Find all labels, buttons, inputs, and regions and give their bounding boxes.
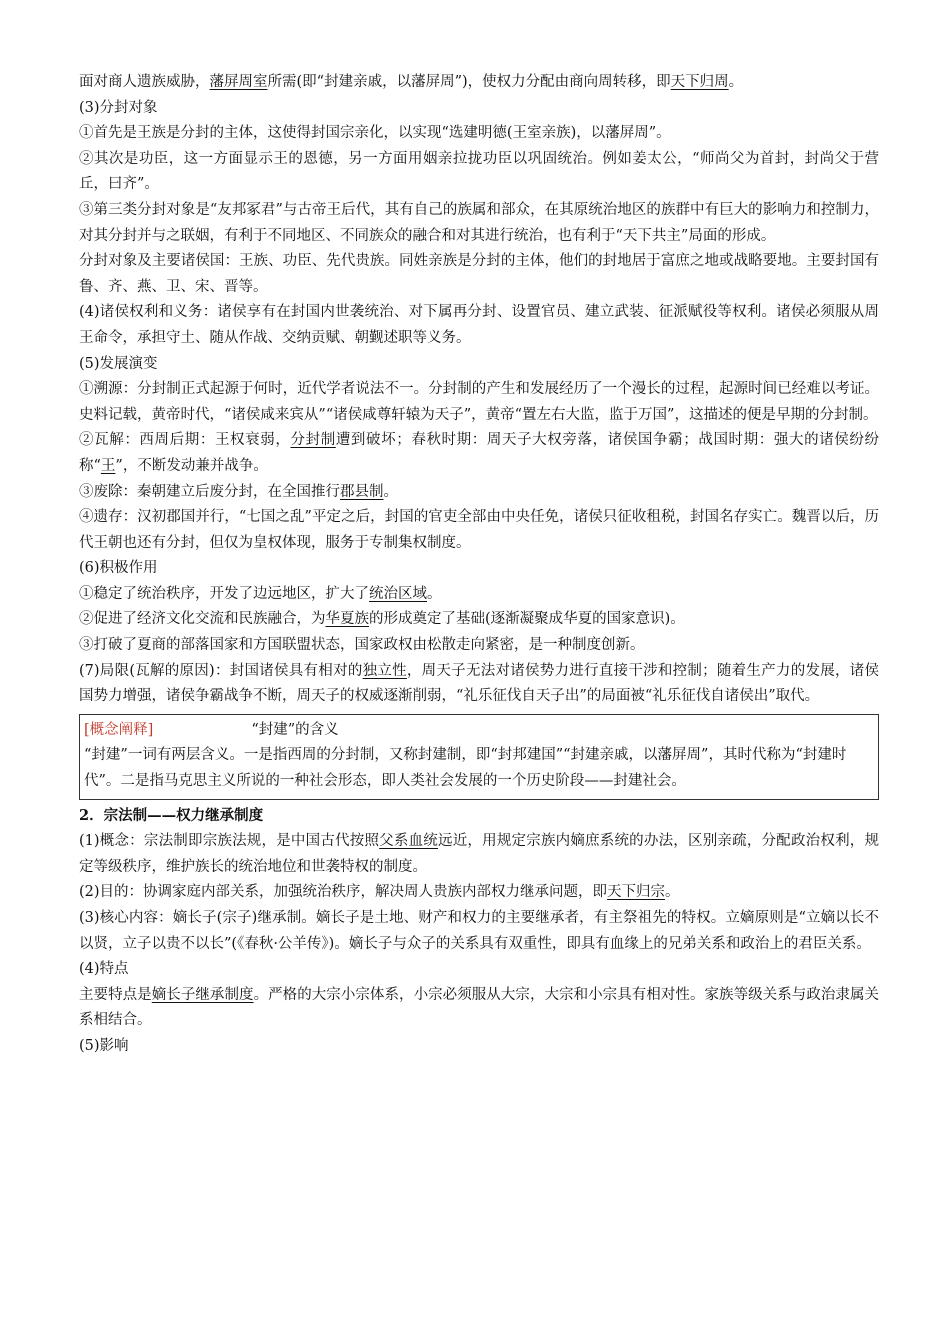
paragraph: [79, 428, 879, 479]
text-run: 遭到破坏；春秋时期：周天子大权旁落，诸侯国争霸；战国时期：强大的诸侯纷纷称“: [79, 432, 880, 474]
text-run: ①首先是王族是分封的主体，这使得封国宗亲化，以实现“选建明德(王室亲族)，以藩屏周”。: [79, 125, 671, 142]
paragraph: [79, 300, 879, 351]
text-run: ”，不断发动兼并战争。: [115, 457, 268, 474]
paragraph: [79, 505, 879, 556]
document-page: [79, 70, 879, 1060]
paragraph: [79, 906, 879, 957]
text-run: 所需(即“封建亲戚，以藩屏周”)，使权力分配由商向周转移，即: [267, 74, 671, 90]
text-run: 主要特点是: [79, 986, 152, 1003]
text-run: 面对商人遗族威胁，: [79, 74, 210, 90]
text-run: (1)概念：宗法制即宗族法规，是中国古代按照: [79, 833, 380, 850]
concept-text: “封建”一词有两层含义。一是指西周的分封制，又称封建制，即“封邦建国”“封建亲戚，以藩屏周”，其时代称为“封建时代”。二是指马克思主义所说的一种社会形态，即人类社会发展的一个历史阶段——封建社会。: [84, 747, 847, 790]
text-run: ②瓦解：西周后期：王权衰弱，: [79, 432, 291, 449]
underlined-keyword: 王: [100, 457, 116, 474]
concept-title: “封建”的含义: [251, 721, 339, 738]
paragraph: [79, 607, 879, 633]
text-run: ③废除：秦朝建立后废分封，在全国推行: [79, 483, 340, 500]
text-run: 远近，用规定宗族内嫡庶系统的办法，区别亲疏，分配政治权利，规定等级秩序，维护族长的统治地位和世袭特权的制度。: [79, 833, 879, 875]
section-zongfa-body: [79, 803, 879, 1060]
text-run: ④遗存：汉初郡国并行，“七国之乱”平定之后，封国的官吏全部由中央任免，诸侯只征收租税，封国名存实亡。魏晋以后，历代王朝也还有分封，但仅为皇权体现，服务于专制集权制度。: [79, 509, 879, 551]
text-run: 。: [728, 74, 744, 90]
text-run: (7)局限(瓦解的原因)：封国诸侯具有相对的: [79, 662, 363, 679]
text-run: 。严格的大宗小宗体系，小宗必须服从大宗，大宗和小宗具有相对性。家族等级关系与政治隶属关系相结合。: [79, 986, 880, 1029]
underlined-keyword: 分封制: [290, 432, 336, 449]
paragraph: [79, 198, 879, 249]
paragraph: [79, 96, 879, 122]
text-run: ①稳定了统治秩序，开发了边远地区，扩大了: [79, 585, 369, 602]
text-run: ②其次是功臣，这一方面显示王的恩德，另一方面用姻亲拉拢功臣以巩固统治。例如姜太公，“师尚父为首封，封尚父于营丘，曰齐”。: [79, 150, 879, 193]
underlined-keyword: 父系血统: [379, 833, 438, 850]
text-run: (4)特点: [79, 961, 129, 978]
paragraph: [79, 249, 879, 300]
text-run: (3)分封对象: [79, 99, 158, 116]
concept-tag: [概念阐释]: [84, 721, 154, 738]
underlined-keyword: 郡县制: [340, 483, 384, 500]
text-run: 。: [383, 483, 398, 500]
text-run: ②促进了经济文化交流和民族融合，为: [79, 611, 326, 628]
text-run: 的形成奠定了基础(逐渐凝聚成华夏的国家意识)。: [369, 611, 685, 628]
text-run: ③打破了夏商的部落国家和方国联盟状态，国家政权由松散走向紧密，是一种制度创新。: [79, 637, 645, 654]
paragraph: [79, 829, 879, 880]
paragraph: [79, 147, 879, 198]
text-run: 。: [665, 884, 680, 901]
text-run: (5)影响: [79, 1037, 129, 1054]
paragraph: [79, 659, 879, 710]
underlined-keyword: 天下归宗: [607, 884, 666, 901]
paragraph: [79, 70, 879, 96]
paragraph: [79, 556, 879, 582]
paragraph: [79, 352, 879, 378]
paragraph: [79, 880, 879, 906]
paragraph: [79, 983, 879, 1034]
underlined-keyword: 独立性: [362, 662, 407, 679]
underlined-keyword: 嫡长子继承制度: [151, 986, 254, 1003]
text-run: ①溯源：分封制正式起源于何时，近代学者说法不一。分封制的产生和发展经历了一个漫长的过程，起源时间已经难以考证。史料记载，黄帝时代，“诸侯咸来宾从”“诸侯咸尊轩辕为天子”，黄帝“置左右大监，监于万国”，这描述的便是早期的分封制。: [79, 381, 879, 423]
text-run: (2)目的：协调家庭内部关系，加强统治秩序，解决周人贵族内部权力继承问题，即: [79, 884, 608, 901]
text-run: (3)核心内容：嫡长子(宗子)继承制。嫡长子是土地、财产和权力的主要继承者，有主祭祖先的特权。立嫡原则是“立嫡以长不以贤，立子以贵不以长”(《春秋·公羊传》)。嫡长子与众子的关系具有双重性，即具有血缘上的兄弟关系和政治上的君臣关系。: [79, 910, 879, 952]
text-run: (4)诸侯权利和义务：诸侯享有在封国内世袭统治、对下属再分封、设置官员、建立武装、征派赋役等权利。诸侯必须服从周王命令，承担守土、随从作战、交纳贡赋、朝觐述职等义务。: [79, 304, 879, 346]
underlined-keyword: 天下归周: [670, 74, 729, 90]
paragraph: [79, 377, 879, 428]
paragraph: [79, 582, 879, 608]
underlined-keyword: 华夏族: [325, 611, 369, 628]
underlined-keyword: 统治区域: [369, 585, 427, 602]
paragraph: [79, 480, 879, 506]
section-fengjian-body: [79, 70, 879, 710]
concept-box-header: [84, 718, 873, 744]
paragraph: [79, 1034, 879, 1060]
paragraph: [79, 803, 879, 830]
paragraph: [79, 633, 879, 659]
text-run: (5)发展演变: [79, 355, 158, 372]
section-heading: 2．宗法制——权力继承制度: [79, 806, 264, 824]
paragraph: [79, 957, 879, 983]
text-run: 。: [427, 585, 442, 602]
paragraph: [79, 121, 879, 147]
text-run: ③第三类分封对象是“友邦冢君”与古帝王后代，其有自己的族属和部众，在其原统治地区的族群中有巨大的影响力和控制力，对其分封并与之联姻，有利于不同地区、不同族众的融合和对其进行统治，也有利于“天下共主”局面的形成。: [79, 201, 879, 244]
text-run: 分封对象及主要诸侯国：王族、功臣、先代贵族。同姓亲族是分封的主体，他们的封地居于富庶之地或战略要地。主要封国有鲁、齐、燕、卫、宋、晋等。: [79, 253, 879, 295]
underlined-keyword: 藩屏周室: [209, 74, 268, 90]
text-run: ，周天子无法对诸侯势力进行直接干涉和控制；随着生产力的发展，诸侯国势力增强，诸侯争霸战争不断，周天子的权威逐渐削弱，“礼乐征伐自天子出”的局面被“礼乐征伐自诸侯出”取代。: [79, 662, 880, 705]
concept-box: [79, 714, 879, 800]
text-run: (6)积极作用: [79, 560, 158, 577]
